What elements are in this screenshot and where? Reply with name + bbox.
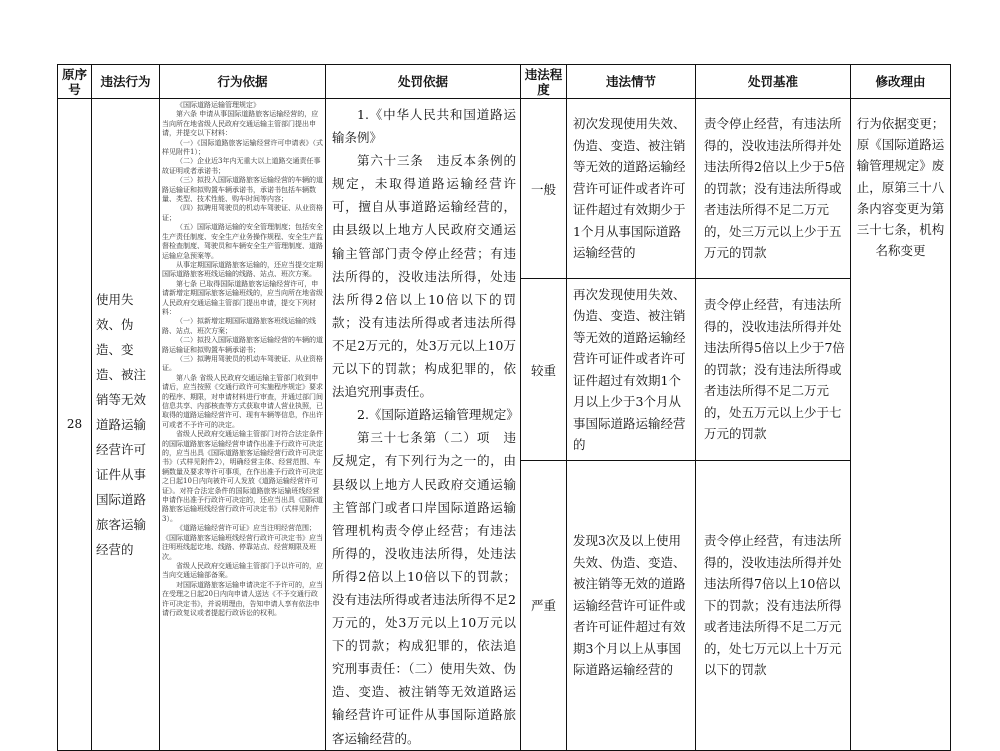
circumstance-cell: 再次发现使用失效、伪造、变造、被注销等无效的道路运输经营许可证件或者许可证件超过有效期1个月以上少于3个月从事国际道路运输经营的 xyxy=(567,279,696,461)
header-basis: 行为依据 xyxy=(160,65,326,99)
table-row xyxy=(58,99,951,279)
basis-para: （一）《国际道路旅客运输经营许可申请表》（式样见附件1）； xyxy=(162,138,323,157)
basis-para: （三）拟聘用驾驶员的机动车驾驶证、从业资格证。 xyxy=(162,354,323,373)
basis-para: （二）拟投入国际道路旅客运输经营的车辆的道路运输证和拟购置车辆承诺书； xyxy=(162,336,323,354)
basis-para: 省级人民政府交通运输主管部门予以许可的，应当向交通运输部备案。 xyxy=(162,561,323,580)
basis-para: 省级人民政府交通运输主管部门对符合法定条件的国际道路旅客运输经营申请作出准予行政许可决定的，应当出具《国际道路旅客运输经营行政许可决定书》（式样见附件2），明确经营主体、经营范围、车辆数量及要求等许可事项，在作出准予行政许可决定之日起10日内向被许可人发放《道路运输经营许可证》。对符合法定条件的国际道路旅客运输班线经营申请作出准予行政许可决定的，还应当出具《国际道路旅客运输班线经营行政许可决定书》（式样见附件3）。 xyxy=(162,430,323,523)
circumstance-cell: 发现3次及以上使用失效、伪造、变造、被注销等无效的道路运输经营许可证件或者许可证件超过有效期3个月以上从事国际道路运输经营的 xyxy=(567,461,696,751)
penalty-para: 第六十三条 违反本条例的规定，未取得道路运输经营许可，擅自从事道路运输经营的，由县级以上地方人民政府交通运输主管部门责令停止经营；有违法所得的，没收违法所得，处违法所得2倍以上10倍以下的罚款；没有违法所得或者违法所得不足2万元的，处3万元以上10万元以下的罚款；构成犯罪的，依法追究刑事责任。 xyxy=(332,153,516,400)
basis-para: 第六条 申请从事国际道路旅客运输经营的，应当向所在地省级人民政府交通运输主管部门提出申请，并提交以下材料： xyxy=(162,110,319,138)
penalty-para: 第三十七条第（二）项 违反规定，有下列行为之一的，由县级以上地方人民政府交通运输主管部门或者口岸国际道路运输管理机构责令停止经营；有违法所得的，没收违法所得，处违法所得2倍以上10倍以下的罚款；没有违法所得或者违法所得不足2万元的，处3万元以上10万元以下的罚款；构成犯罪的，依法追究刑事责任：（二）使用失效、伪造、变造、被注销等无效道路运输经营许可证件从事国际道路旅客运输经营的。 xyxy=(332,430,516,746)
standard-cell: 责令停止经营，有违法所得的，没收违法所得并处违法所得7倍以上10倍以下的罚款；没有违法所得或者违法所得不足二万元的，处七万元以上十万元以下的罚款 xyxy=(696,461,851,751)
header-penalty: 处罚依据 xyxy=(326,65,521,99)
header-standard: 处罚基准 xyxy=(696,65,851,99)
penalty-para: 1.《中华人民共和国道路运输条例》 xyxy=(332,107,516,146)
basis-para: 第八条 省级人民政府交通运输主管部门收到申请后，应当按照《交通行政许可实施程序规定》要求的程序、期限，对申请材料进行审查，并通过部门间信息共享、内部核查等方式获取申请人营业执照，已取得的道路运输经营许可、现有车辆等信息，作出许可或者不予许可的决定。 xyxy=(162,373,323,429)
basis-para: 从事定期国际道路旅客运输的，还应当提交定期国际道路旅客班线运输的线路、站点、班次方案。 xyxy=(162,260,323,279)
standard-cell: 责令停止经营，有违法所得的，没收违法所得并处违法所得2倍以上少于5倍的罚款；没有违法所得或者违法所得不足二万元的，处三万元以上少于五万元的罚款 xyxy=(696,99,851,279)
basis-para: 第七条 已取得国际道路旅客运输经营许可，申请新增定期国际旅客运输班线的，应当向所在地省级人民政府交通运输主管部门提出申请，提交下列材料： xyxy=(162,279,323,316)
header-revision: 修改理由 xyxy=(851,65,951,99)
basis-para: （四）拟聘用驾驶员的机动车驾驶证、从业资格证； xyxy=(162,204,323,222)
basis-para: 对国际道路旅客运输申请决定不予许可的，应当在受理之日起20日内向申请人送达《不予交通行政许可决定书》，并说明理由，告知申请人享有依法申请行政复议或者提起行政诉讼的权利。 xyxy=(162,580,323,617)
header-circumstance: 违法情节 xyxy=(567,65,696,99)
header-row xyxy=(58,65,951,99)
basis-para: 《道路运输经营许可证》应当注明经营范围；《国际道路旅客运输班线经营行政许可决定书》应当注明班线起讫地、线路、停靠站点、经营期限及班次。 xyxy=(162,524,323,561)
basis-para: （三）拟投入国际道路旅客运输经营的车辆的道路运输证和拟购置车辆承诺书，承诺书包括车辆数量、类型、技术性能、购车时间等内容； xyxy=(162,176,323,204)
penalty-basis-cell xyxy=(326,99,521,751)
basis-para: （五）国际道路运输的安全管理制度；包括安全生产责任制度、安全生产业务操作规程、安全生产监督检查制度、驾驶员和车辆安全生产管理制度、道路运输应急预案等。 xyxy=(162,223,323,260)
penalty-standard-table xyxy=(57,64,951,751)
header-degree: 违法程度 xyxy=(521,65,567,99)
basis-para: （一）拟新增定期国际道路旅客班线运输的线路、站点、班次方案； xyxy=(162,317,316,335)
revision-reason-cell: 行为依据变更；原《国际道路运输管理规定》废止，原第三十八条内容变更为第三十七条，机构名称变更 xyxy=(851,99,951,751)
standard-cell: 责令停止经营，有违法所得的，没收违法所得并处违法所得5倍以上少于7倍的罚款；没有违法所得或者违法所得不足二万元的，处五万元以上少于七万元的罚款 xyxy=(696,279,851,461)
header-act: 违法行为 xyxy=(92,65,160,99)
basis-para: （二）企业近3年内无重大以上道路交通责任事故证明或者承诺书； xyxy=(162,157,321,175)
legal-basis-cell xyxy=(160,99,326,751)
penalty-para: 2.《国际道路运输管理规定》 xyxy=(357,407,519,423)
degree-cell: 较重 xyxy=(521,279,567,461)
circumstance-cell: 初次发现使用失效、伪造、变造、被注销等无效的道路运输经营许可证件或者许可证件超过有效期少于1个月从事国际道路运输经营的 xyxy=(567,99,696,279)
basis-para: 《国际道路运输管理规定》 xyxy=(176,101,260,109)
degree-cell: 严重 xyxy=(521,461,567,751)
violation-cell: 使用失效、伪造、变造、被注销等无效道路运输经营许可证件从事国际道路旅客运输经营的 xyxy=(92,99,160,751)
degree-cell: 一般 xyxy=(521,99,567,279)
seq-cell: 28 xyxy=(58,99,92,751)
header-seq: 原序号 xyxy=(58,65,92,99)
